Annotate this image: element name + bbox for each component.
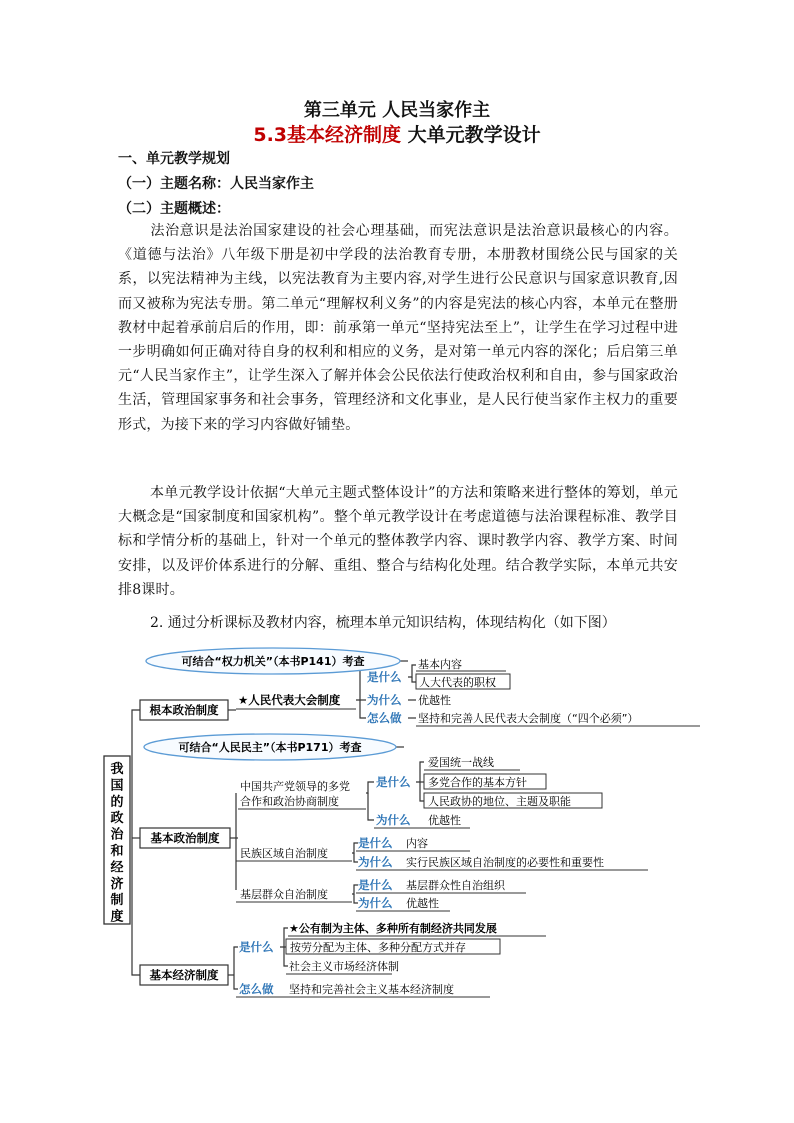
branch3-label: 基本经济制度	[149, 968, 219, 982]
branch2-sub3-why: 为什么	[358, 896, 393, 910]
root-char: 我	[110, 762, 124, 777]
branch3-what-item-3: 社会主义市场经济体制	[289, 960, 399, 973]
branch2-sub3: 基层群众自治制度	[240, 888, 328, 901]
branch2-sub2-why-item: 实行民族区域自治制度的必要性和重要性	[406, 856, 604, 869]
branch2-sub3-why-item: 优越性	[406, 897, 439, 910]
branch2-sub2-what: 是什么	[358, 836, 393, 850]
root-char: 制	[110, 893, 124, 909]
root-char: 度	[110, 909, 124, 925]
branch3-how: 怎么做	[239, 982, 274, 996]
root-char: 济	[110, 876, 124, 892]
branch1-why-item: 优越性	[418, 694, 451, 707]
branch1-topic: ★人民代表大会制度	[238, 693, 341, 707]
branch2-sub2-why: 为什么	[358, 855, 393, 869]
branch1-what-item-1: 基本内容	[418, 658, 462, 671]
root-char: 治	[110, 827, 124, 843]
lesson-title-black: 大单元教学设计	[401, 124, 541, 146]
root-char: 政	[110, 811, 124, 827]
branch3-what-item-2: 按劳分配为主体、多种分配方式并存	[290, 941, 466, 954]
branch2-sub1-item-1: 爱国统一战线	[428, 756, 494, 769]
root-char: 的	[110, 794, 124, 810]
branch2-sub1-item-2: 多党合作的基本方针	[428, 776, 527, 789]
callout-2: 可结合“人民民主”（本书P171）考查	[178, 741, 362, 754]
theme-overview-heading: （二）主题概述：	[118, 201, 230, 217]
callout-1: 可结合“权力机关”（本书P141）考查	[181, 655, 365, 668]
branch2-sub3-what: 是什么	[358, 878, 393, 892]
branch2-label: 基本政治制度	[150, 831, 220, 845]
root-char: 经	[110, 860, 124, 876]
branch2-sub1-why: 为什么	[376, 813, 411, 827]
branch3-how-item: 坚持和完善社会主义基本经济制度	[289, 983, 454, 996]
overview-paragraph-2-text: 本单元教学设计依据“大单元主题式整体设计”的方法和策略来进行整体的筹划，单元大概念是“国家制度和国家机构”。整个单元教学设计在考虑道德与法治课程标准、教学目标和学情分析的基础上，针对一个单元的整体教学内容、课时教学内容、教学方案、时间安排，以及评价体系进行的分解、重组、整合与结构化处理。结合教学实际，本单元共安排8课时。	[118, 485, 678, 598]
lesson-title-red: 5.3基本经济制度	[253, 124, 402, 146]
branch2-sub3-what-item: 基层群众性自治组织	[406, 879, 505, 892]
root-label	[110, 762, 124, 925]
overview-paragraph-1-text: 法治意识是法治国家建设的社会心理基础，而宪法意识是法治意识最核心的内容。《道德与法治》八年级下册是初中学段的法治教育专册，本册教材围绕公民与国家的关系，以宪法精神为主线，以宪法教育为主要内容,对学生进行公民意识与国家意识教育,因而又被称为宪法专册。第二单元“理解权利义务”的内容是宪法的核心内容，本单元在整册教材中起着承前启后的作用，即：前承第一单元“坚持宪法至上”，让学生在学习过程中进一步明确如何正确对待自身的权利和相应的义务，是对第一单元内容的深化；后启第三单元“人民当家作主”，让学生深入了解并体会公民依法行使政治权利和自由，参与国家政治生活，管理国家事务和社会事务，管理经济和文化事业，是人民行使当家作主权力的重要形式，为接下来的学习内容做好铺垫。	[118, 223, 678, 433]
branch2-sub1-what: 是什么	[376, 775, 411, 789]
diagram-caption: 2. 通过分析课标及教材内容，梳理本单元知识结构，体现结构化（如下图）	[150, 615, 616, 631]
branch1-what-item-2: 人大代表的职权	[419, 676, 496, 689]
branch2-sub2: 民族区域自治制度	[240, 847, 328, 860]
section-heading-1: 一、单元教学规划	[118, 151, 230, 167]
root-char: 和	[110, 844, 124, 859]
branch2-sub2-what-item: 内容	[406, 837, 428, 850]
root-char: 国	[110, 778, 124, 794]
branch3-what: 是什么	[239, 940, 274, 954]
branch2-sub1-why-item: 优越性	[428, 814, 461, 827]
theme-name-heading: （一）主题名称：人民当家作主	[118, 176, 314, 192]
branch1-why: 为什么	[367, 693, 402, 707]
branch1-how-item: 坚持和完善人民代表大会制度（“四个必须”）	[418, 712, 639, 725]
branch1-label: 根本政治制度	[149, 703, 219, 717]
branch3-what-item-1: ★公有制为主体、多种所有制经济共同发展	[289, 922, 497, 935]
branch1-how: 怎么做	[367, 711, 402, 725]
unit-title: 第三单元 人民当家作主	[303, 100, 491, 121]
branch2-sub1-item-3: 人民政协的地位、主题及职能	[428, 795, 571, 808]
branch1-what: 是什么	[367, 670, 402, 684]
branch2-sub1-line1: 中国共产党领导的多党	[240, 780, 350, 793]
branch2-sub1-line2: 合作和政治协商制度	[240, 795, 339, 808]
